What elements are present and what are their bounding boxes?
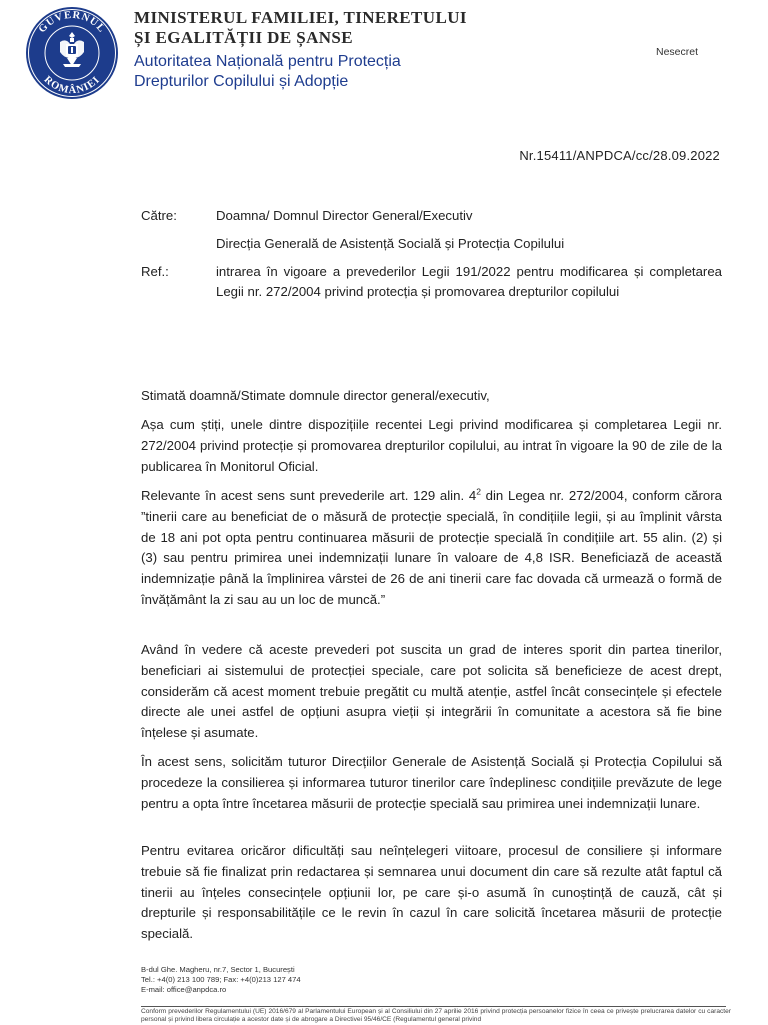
footer-contact — [141, 965, 301, 996]
to-label: Către: — [141, 208, 177, 223]
paragraph-3: Având în vedere că aceste prevederi pot suscita un grad de interes sporit din partea tinerilor, beneficiari ai sistemului de protecției speciale, care pot solicita să beneficieze de acest drept, considerăm că acest moment trebuie pregătit cu multă atenție, astfel încât consecințele și efectele directe ale unei astfel de opțiuni asupra vieții și integrării în comunitate a acestora să fie bine înțelese și asumate. — [141, 642, 722, 741]
reference-number: Nr.15411/ANPDCA/cc/28.09.2022 — [519, 148, 720, 163]
paragraph-2 — [141, 486, 722, 611]
seal-ring-text-bottom: ROMÂNIEI — [41, 74, 103, 97]
to-line-1: Doamna/ Domnul Director General/Executiv — [216, 208, 473, 223]
authority-line-2: Drepturilor Copilului și Adopție — [134, 73, 349, 90]
footer-address: B-dul Ghe. Magheru, nr.7, Sector 1, București — [141, 965, 295, 974]
government-seal-logo — [23, 6, 121, 100]
authority-line-1: Autoritatea Națională pentru Protecția — [134, 53, 401, 70]
paragraph-2-rest: din Legea nr. 272/2004, conform cărora ”tinerii care au beneficiat de o măsură de protecție specială, în condițiile legii, și au împlinit vârsta de 18 ani pot opta pentru continuarea măsurii de protecție specială în condițiile art. 55 alin. (2) și (3) sau pentru primirea unei indemnizații lunare în valoare de 4,8 ISR. Beneficiază de această indemnizație până la împlinirea vârstei de 26 de ani tinerii care fac dovada că urmează o formă de învățământ la zi sau au un loc de muncă.” — [141, 488, 722, 607]
to-line-2: Direcția Generală de Asistență Socială și Protecția Copilului — [216, 236, 565, 251]
ministry-line-1: MINISTERUL FAMILIEI, TINERETULUI — [134, 8, 467, 27]
salutation: Stimată doamnă/Stimate domnule director general/executiv, — [141, 388, 490, 403]
ministry-name — [134, 8, 467, 48]
seal-ring-text-top: GUVERNUL — [36, 9, 108, 36]
ministry-line-2: ȘI EGALITĂȚII DE ȘANSE — [134, 28, 354, 47]
paragraph-2-superscript: 2 — [476, 486, 481, 497]
footer-gdpr-notice: Conform prevederilor Regulamentului (UE) 2016/679 al Parlamentului European și al Consiliului din 27 aprilie 2016 privind protecția persoanelor fizice în ceea ce privește prelucrarea datelor cu caracter personal și privind libera circulație a acestor date și de abrogare a Directivei 95/46/CE (Regulamentul general privind — [141, 1008, 731, 1024]
paragraph-2-start: Relevante în acest sens sunt prevederile art. 129 alin. 4 — [141, 488, 477, 503]
ref-label: Ref.: — [141, 264, 169, 279]
authority-name — [134, 52, 401, 92]
paragraph-4: În acest sens, solicităm tuturor Direcțiilor Generale de Asistență Socială și Protecția Copilului să procedeze la consilierea și informarea tuturor tinerilor care îndeplinesc condițiile prevăzute de lege pentru a opta între încetarea măsurii de protecție specială sau primirea unei indemnizații lunare. — [141, 754, 722, 811]
footer-phone: Tel.: +4(0) 213 100 789; Fax: +4(0)213 127 474 — [141, 975, 301, 985]
paragraph-5: Pentru evitarea oricăror dificultăți sau neînțelegeri viitoare, procesul de consiliere și informare trebuie să fie finalizat prin redactarea și semnarea unui document din care să rezulte atât faptul că tinerii au înțeles consecințele opțiunii lor, pe care și-o asumă în cunoștință de cauză, cât și drepturile și responsabilitățile ce le revin în cazul în care solicită încetarea măsurii de protecție specială. — [141, 843, 722, 942]
classification-label: Nesecret — [656, 46, 699, 58]
ref-text: intrarea în vigoare a prevederilor Legii 191/2022 pentru modificarea și completarea Legii nr. 272/2004 privind protecția și promovarea drepturilor copilului — [216, 264, 722, 299]
footer-divider — [141, 1006, 726, 1007]
paragraph-1: Așa cum știți, unele dintre dispozițiile recentei Legi privind modificarea și completarea Legii nr. 272/2004 privind protecție și promovarea drepturilor copilului, au intrat în vigoare la 90 de zile de la publicarea în Monitorul Oficial. — [141, 417, 722, 474]
footer-email: E-mail: office@anpdca.ro — [141, 985, 227, 995]
